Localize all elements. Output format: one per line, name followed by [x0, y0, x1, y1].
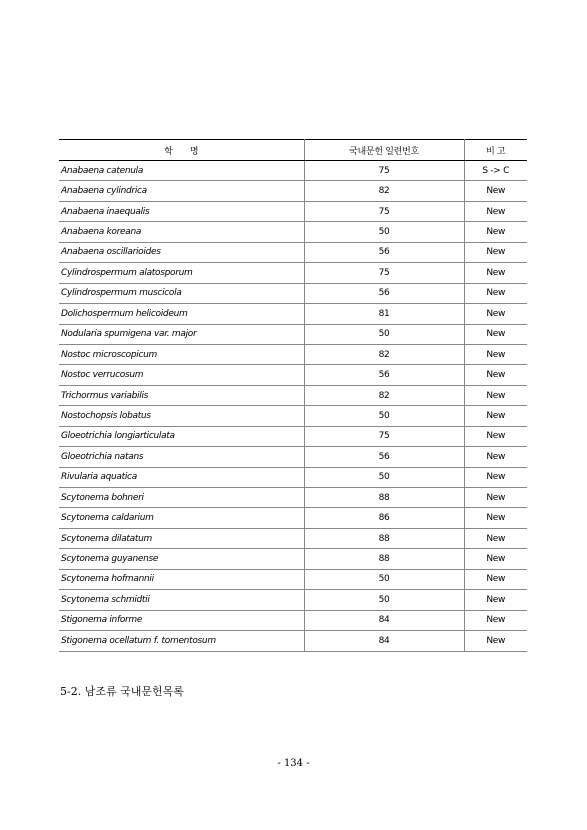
reference-number-cell: 56	[304, 365, 464, 385]
reference-number-cell: 50	[304, 467, 464, 487]
remarks-cell: New	[464, 406, 527, 426]
scientific-name-cell: Scytonema guyanense	[59, 549, 304, 569]
scientific-name-cell: Anabaena koreana	[59, 222, 304, 242]
table-row	[59, 263, 527, 283]
remarks-cell: New	[464, 549, 527, 569]
reference-number-cell: 84	[304, 631, 464, 651]
table-row	[59, 385, 527, 405]
remarks-cell: New	[464, 569, 527, 589]
scientific-name-cell: Trichormus variabilis	[59, 385, 304, 405]
scientific-name-cell: Scytonema bohneri	[59, 488, 304, 508]
table-row	[59, 467, 527, 487]
reference-number-cell: 88	[304, 488, 464, 508]
scientific-name-cell: Stigonema informe	[59, 610, 304, 630]
scientific-name-cell: Anabaena inaequalis	[59, 201, 304, 221]
scientific-name-cell: Nostoc microscopicum	[59, 344, 304, 364]
table-row	[59, 222, 527, 242]
table-row	[59, 304, 527, 324]
section-caption: 5-2. 남조류 국내문헌목록	[60, 685, 184, 698]
remarks-cell: New	[464, 344, 527, 364]
reference-number-cell: 50	[304, 590, 464, 610]
reference-number-cell: 50	[304, 222, 464, 242]
scientific-name-cell: Cylindrospermum alatosporum	[59, 263, 304, 283]
scientific-name-cell: Scytonema hofmannii	[59, 569, 304, 589]
scientific-name-cell: Scytonema schmidtii	[59, 590, 304, 610]
scientific-name-cell: Nostoc verrucosum	[59, 365, 304, 385]
table-row	[59, 610, 527, 630]
remarks-cell: New	[464, 508, 527, 528]
scientific-name-cell: Scytonema dilatatum	[59, 528, 304, 548]
reference-number-cell: 50	[304, 569, 464, 589]
remarks-cell: New	[464, 610, 527, 630]
remarks-cell: New	[464, 222, 527, 242]
scientific-name-cell: Gloeotrichia longiarticulata	[59, 426, 304, 446]
table-row	[59, 590, 527, 610]
reference-number-cell: 75	[304, 161, 464, 181]
scientific-name-cell: Nodularia spumigena var. major	[59, 324, 304, 344]
table-row	[59, 283, 527, 303]
scientific-name-cell: Gloeotrichia natans	[59, 447, 304, 467]
remarks-cell: New	[464, 528, 527, 548]
remarks-cell: New	[464, 426, 527, 446]
reference-number-cell: 88	[304, 528, 464, 548]
species-table	[59, 139, 527, 652]
table-row	[59, 549, 527, 569]
table-row	[59, 528, 527, 548]
scientific-name-cell: Anabaena oscillarioides	[59, 242, 304, 262]
remarks-cell: New	[464, 304, 527, 324]
remarks-cell: New	[464, 590, 527, 610]
reference-number-cell: 75	[304, 263, 464, 283]
page-number: - 134 -	[277, 758, 310, 769]
table-row	[59, 508, 527, 528]
reference-number-cell: 50	[304, 406, 464, 426]
table-row	[59, 631, 527, 651]
scientific-name-cell: Cylindrospermum muscicola	[59, 283, 304, 303]
table-row	[59, 161, 527, 181]
species-table-container	[59, 139, 527, 652]
reference-number-cell: 84	[304, 610, 464, 630]
reference-number-cell: 82	[304, 181, 464, 201]
reference-number-cell: 88	[304, 549, 464, 569]
table-row	[59, 344, 527, 364]
reference-number-cell: 56	[304, 447, 464, 467]
scientific-name-cell: Anabaena cylindrica	[59, 181, 304, 201]
table-body	[59, 161, 527, 652]
scientific-name-cell: Scytonema caldarium	[59, 508, 304, 528]
reference-number-cell: 75	[304, 201, 464, 221]
remarks-cell: New	[464, 488, 527, 508]
table-row	[59, 181, 527, 201]
remarks-cell: New	[464, 365, 527, 385]
reference-number-cell: 75	[304, 426, 464, 446]
header-scientific-name: 학 명	[59, 140, 304, 161]
header-reference-number: 국내문헌 일련번호	[304, 140, 464, 161]
header-remarks: 비 고	[464, 140, 527, 161]
remarks-cell: New	[464, 447, 527, 467]
table-row	[59, 488, 527, 508]
table-row	[59, 324, 527, 344]
reference-number-cell: 86	[304, 508, 464, 528]
reference-number-cell: 81	[304, 304, 464, 324]
remarks-cell: New	[464, 631, 527, 651]
scientific-name-cell: Rivularia aquatica	[59, 467, 304, 487]
remarks-cell: New	[464, 201, 527, 221]
remarks-cell: New	[464, 263, 527, 283]
remarks-cell: New	[464, 283, 527, 303]
table-header-row	[59, 140, 527, 161]
table-row	[59, 426, 527, 446]
scientific-name-cell: Stigonema ocellatum f. tomentosum	[59, 631, 304, 651]
scientific-name-cell: Dolichospermum helicoideum	[59, 304, 304, 324]
table-row	[59, 365, 527, 385]
remarks-cell: New	[464, 181, 527, 201]
table-row	[59, 447, 527, 467]
reference-number-cell: 82	[304, 385, 464, 405]
table-row	[59, 406, 527, 426]
reference-number-cell: 50	[304, 324, 464, 344]
remarks-cell: New	[464, 324, 527, 344]
scientific-name-cell: Nostochopsis lobatus	[59, 406, 304, 426]
reference-number-cell: 56	[304, 242, 464, 262]
table-row	[59, 242, 527, 262]
remarks-cell: S -> C	[464, 161, 527, 181]
remarks-cell: New	[464, 242, 527, 262]
scientific-name-cell: Anabaena catenula	[59, 161, 304, 181]
reference-number-cell: 56	[304, 283, 464, 303]
remarks-cell: New	[464, 385, 527, 405]
table-row	[59, 201, 527, 221]
table-row	[59, 569, 527, 589]
reference-number-cell: 82	[304, 344, 464, 364]
remarks-cell: New	[464, 467, 527, 487]
